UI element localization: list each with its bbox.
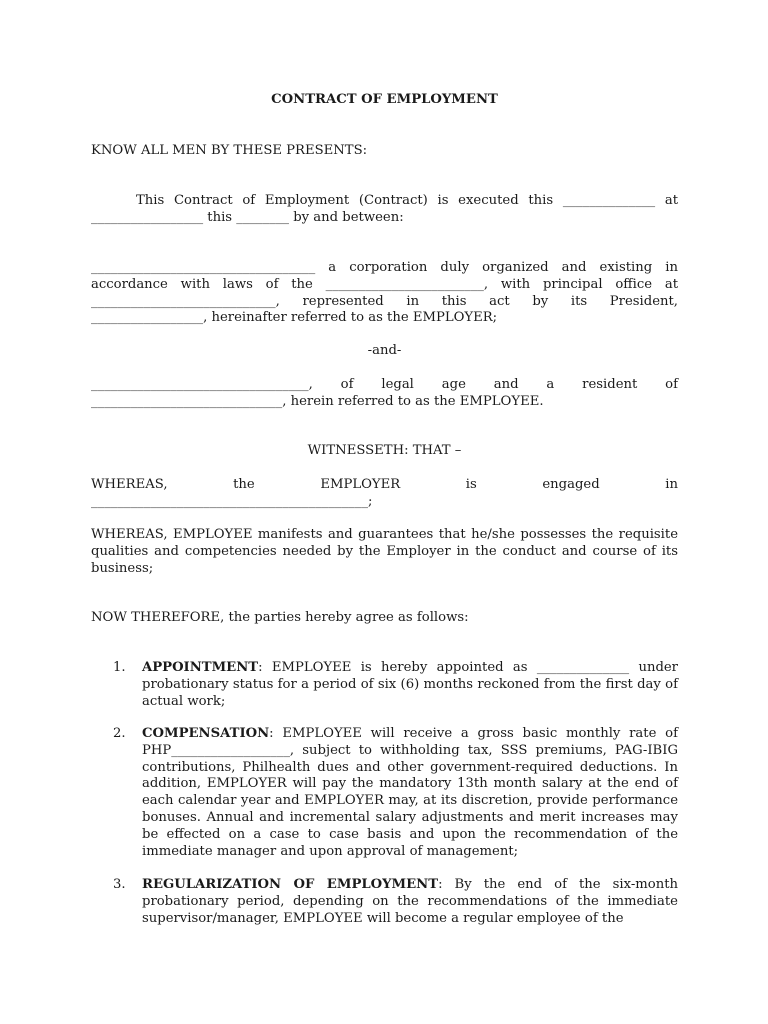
clause-text: : By the end of the six-month probationary period, depending on the recommendations of the immediate supervisor/manager, EMPLOYEE will become a regular employee of the <box>142 877 679 926</box>
clause-heading: COMPENSATION <box>142 726 270 741</box>
clause-number: 2. <box>113 726 126 741</box>
now-therefore-line: NOW THEREFORE, the parties hereby agree as follows: <box>91 610 469 625</box>
clause-item <box>91 877 678 927</box>
clause-number: 3. <box>113 877 126 892</box>
whereas-1-line-2: __________________________________________; <box>91 493 373 509</box>
clause-heading: APPOINTMENT <box>142 660 259 675</box>
clause-item <box>91 726 678 860</box>
employer-line-3: ____________________________, represented in this act by its President, <box>91 293 678 309</box>
clause-text: : EMPLOYEE will receive a gross basic monthly rate of PHP__________________, subject to withholding tax, SSS premiums, PAG-IBIG contributions, Philhealth dues and other government-required deductions. In addition, EMPLOYER will pay the mandatory 13th month salary at the end of each calendar year and EMPLOYER may, at its discretion, provide performance bonuses. Annual and incremental salary adjustments and merit increases may be effected on a case to case basis and upon the recommendation of the immediate manager and upon approval of management; <box>142 726 678 859</box>
whereas-1-paragraph <box>91 477 678 511</box>
whereas-1-line-1: WHEREAS, the EMPLOYER is engaged in <box>91 477 678 492</box>
employer-line-1: __________________________________ a corporation duly organized and existing in <box>91 260 678 275</box>
employer-line-2: accordance with laws of the ________________________, with principal office at <box>91 276 678 292</box>
employee-line-2: _____________________________, herein referred to as the EMPLOYEE. <box>91 393 544 409</box>
intro-line-2: _________________ this ________ by and between: <box>91 209 404 225</box>
clause-text: : EMPLOYEE is hereby appointed as ______________ under probationary status for a period of six (6) months reckoned from the first day of actual work; <box>142 660 678 709</box>
intro-line-1: This Contract of Employment (Contract) is executed this ______________ at <box>136 193 678 208</box>
clause-body <box>142 877 678 927</box>
document-title: CONTRACT OF EMPLOYMENT <box>271 92 498 107</box>
clause-number: 1. <box>113 660 126 675</box>
clause-item <box>91 660 678 710</box>
witnesseth-heading: WITNESSETH: THAT – <box>307 443 462 458</box>
and-separator: -and- <box>367 343 402 358</box>
employer-line-4: _________________, hereinafter referred to as the EMPLOYER; <box>91 310 498 326</box>
employee-line-1: _________________________________, of legal age and a resident of <box>91 377 678 392</box>
clause-body <box>142 726 678 860</box>
intro-paragraph <box>91 193 678 227</box>
employer-party-paragraph <box>91 260 678 327</box>
clause-body <box>142 660 678 710</box>
employee-party-paragraph <box>91 377 678 411</box>
whereas-2-paragraph: WHEREAS, EMPLOYEE manifests and guarantees that he/she possesses the requisite qualities and competencies needed by the Employer in the conduct and course of its business; <box>91 527 678 576</box>
clause-heading: REGULARIZATION OF EMPLOYMENT <box>142 877 439 892</box>
opening-line: KNOW ALL MEN BY THESE PRESENTS: <box>91 143 368 158</box>
